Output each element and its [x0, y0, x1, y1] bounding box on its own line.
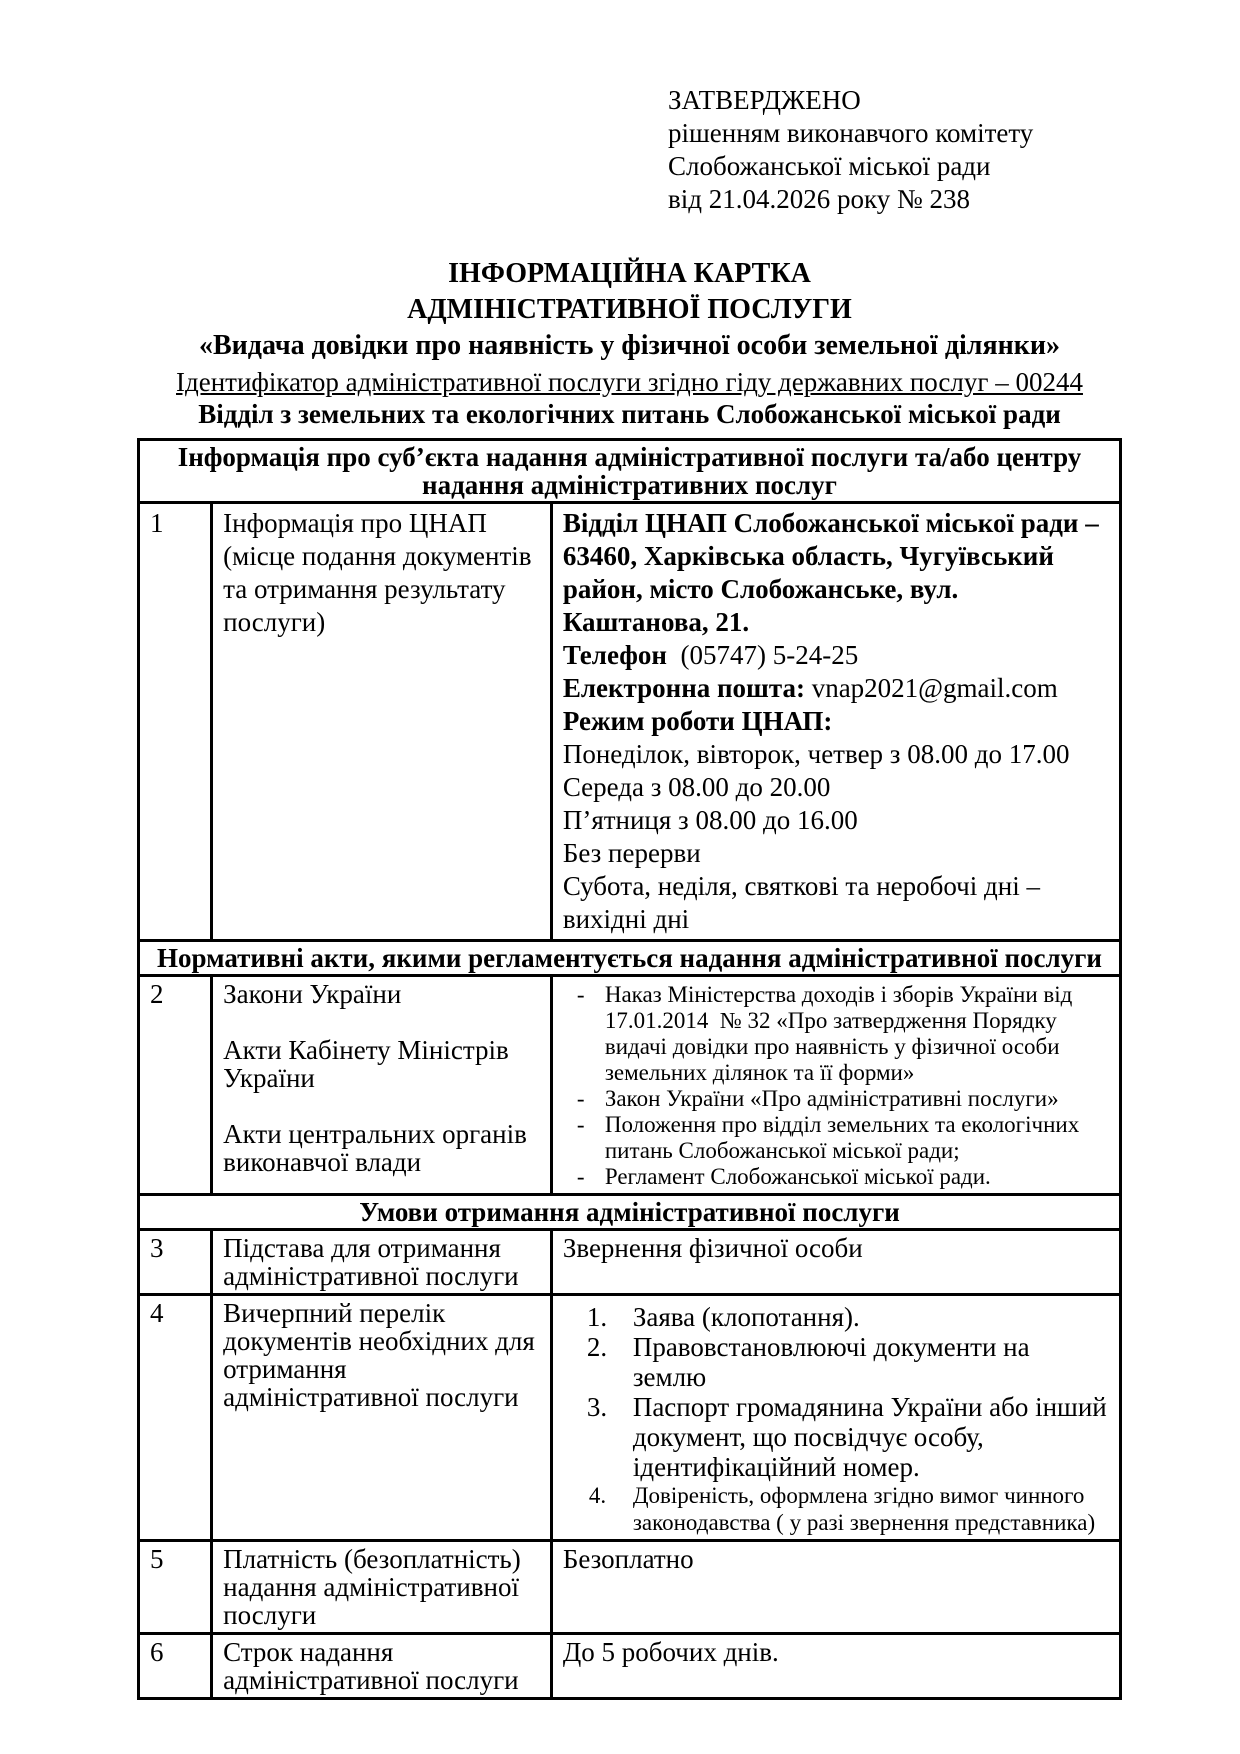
service-identifier: Ідентифікатор адміністративної послуги згідно гіду державних послуг – 00244 — [176, 367, 1083, 397]
schedule-label: Режим роботи ЦНАП: — [562, 706, 833, 736]
table-row-payment — [139, 1541, 1121, 1634]
approval-line: від 21.04.2026 року № 238 — [668, 184, 970, 214]
table-row-documents — [139, 1295, 1121, 1541]
section-header-text: Нормативні акти, якими регламентується надання адміністративної послуги — [139, 941, 1121, 976]
list-marker: - — [576, 982, 585, 1007]
row-value: Звернення фізичної особи — [551, 1230, 1120, 1295]
list-text: Закон України «Про адміністративні послуги» — [604, 1086, 1059, 1111]
subtitle-block — [137, 366, 1122, 430]
section-header-text: Умови отримання адміністративної послуги — [139, 1195, 1121, 1230]
cnap-phone — [563, 639, 1109, 672]
table-row-laws — [139, 976, 1121, 1195]
schedule-line: Без перерви — [562, 838, 701, 868]
phone-value: (05747) 5-24-25 — [667, 640, 859, 670]
row-label: Платність (безоплатність) надання адміністративної послуги — [212, 1541, 552, 1634]
numbered-item — [563, 1332, 1109, 1392]
list-marker: - — [576, 1164, 585, 1189]
row-value — [551, 976, 1120, 1195]
phone-label: Телефон — [562, 640, 667, 670]
cnap-email — [563, 672, 1109, 705]
item-number: 1. — [586, 1302, 608, 1332]
cnap-address: Відділ ЦНАП Слобожанської міської ради – 63460, Харківська область, Чугуївський район, місто Слобожанське, вул. Каштанова, 21. — [562, 508, 1099, 637]
item-text: Паспорт громадянина України або інший документ, що посвідчує особу, ідентифікаційний номер. — [632, 1392, 1107, 1482]
section-header-text: Інформація про суб’єкта надання адміністративної послуги та/або центру надання адміністративних послуг — [139, 440, 1121, 503]
row-number: 3 — [139, 1230, 212, 1295]
title-line-2: АДМІНІСТРАТИВНОЇ ПОСЛУГИ — [407, 294, 852, 325]
list-text: Регламент Слобожанської міської ради. — [604, 1164, 991, 1189]
schedule-line: Середа з 08.00 до 20.00 — [562, 772, 831, 802]
approval-line: ЗАТВЕРДЖЕНО — [668, 85, 861, 115]
email-label: Електронна пошта: — [562, 673, 805, 703]
table-row-grounds — [139, 1230, 1121, 1295]
section-header-normative-acts — [139, 941, 1121, 976]
row-value — [551, 503, 1120, 941]
row-label — [212, 976, 552, 1195]
list-text: Наказ Міністерства доходів і зборів України від 17.01.2014 № 32 «Про затвердження Порядку видачі довідки про наявність у фізичної особи земельних ділянок та її форми» — [604, 982, 1079, 1085]
numbered-item — [563, 1302, 1109, 1332]
department-name: Відділ з земельних та екологічних питань Слобожанської міської ради — [198, 399, 1061, 429]
list-item — [563, 1164, 1109, 1190]
item-number: 2. — [586, 1332, 608, 1362]
row-value — [551, 1295, 1120, 1541]
schedule-line: П’ятниця з 08.00 до 16.00 — [562, 805, 858, 835]
list-item — [563, 1086, 1109, 1112]
row-label: Підстава для отримання адміністративної послуги — [212, 1230, 552, 1295]
row-label: Вичерпний перелік документів необхідних для отримання адміністративної послуги — [212, 1295, 552, 1541]
info-card-table — [137, 438, 1122, 1700]
list-marker: - — [576, 1086, 585, 1111]
approval-block — [668, 84, 1033, 216]
numbered-item — [563, 1392, 1109, 1482]
law-category: Акти Кабінету Міністрів України — [223, 1035, 509, 1093]
page-title — [137, 256, 1122, 364]
list-item — [563, 982, 1109, 1086]
list-marker: - — [576, 1112, 585, 1137]
row-value: До 5 робочих днів. — [551, 1634, 1120, 1699]
item-text: Заява (клопотання). — [632, 1302, 860, 1332]
row-label: Строк надання адміністративної послуги — [212, 1634, 552, 1699]
row-value: Безоплатно — [551, 1541, 1120, 1634]
row-label: Інформація про ЦНАП (місце подання документів та отримання результату послуги) — [212, 503, 552, 941]
row-number: 4 — [139, 1295, 212, 1541]
row-number: 6 — [139, 1634, 212, 1699]
row-number: 5 — [139, 1541, 212, 1634]
list-text: Положення про відділ земельних та екологічних питань Слобожанської міської ради; — [604, 1112, 1085, 1163]
email-value: vnap2021@gmail.com — [804, 673, 1058, 703]
schedule-line: Понеділок, вівторок, четвер з 08.00 до 17.00 — [562, 739, 1070, 769]
section-header-subject — [139, 440, 1121, 503]
list-item — [563, 1112, 1109, 1164]
law-category: Акти центральних органів виконавчої влади — [223, 1119, 527, 1177]
item-number: 3. — [586, 1392, 608, 1422]
approval-line: Слобожанської міської ради — [668, 151, 991, 181]
row-number: 1 — [139, 503, 212, 941]
title-line-1: ІНФОРМАЦІЙНА КАРТКА — [448, 258, 811, 289]
numbered-item — [563, 1482, 1109, 1536]
item-number: 4. — [588, 1483, 607, 1508]
table-row-term — [139, 1634, 1121, 1699]
section-header-conditions — [139, 1195, 1121, 1230]
table-row-cnap-info — [139, 503, 1121, 941]
schedule-line: Субота, неділя, святкові та неробочі дні – вихідні дні — [562, 871, 1040, 934]
item-text: Довіреність, оформлена згідно вимог чинного законодавства ( у разі звернення представника) — [632, 1483, 1096, 1535]
title-service-name: «Видача довідки про наявність у фізичної особи земельної ділянки» — [198, 330, 1061, 361]
law-category: Закони України — [223, 979, 402, 1009]
approval-line: рішенням виконавчого комітету — [668, 118, 1034, 148]
row-number: 2 — [139, 976, 212, 1195]
item-text: Правовстановлюючі документи на землю — [632, 1332, 1030, 1392]
